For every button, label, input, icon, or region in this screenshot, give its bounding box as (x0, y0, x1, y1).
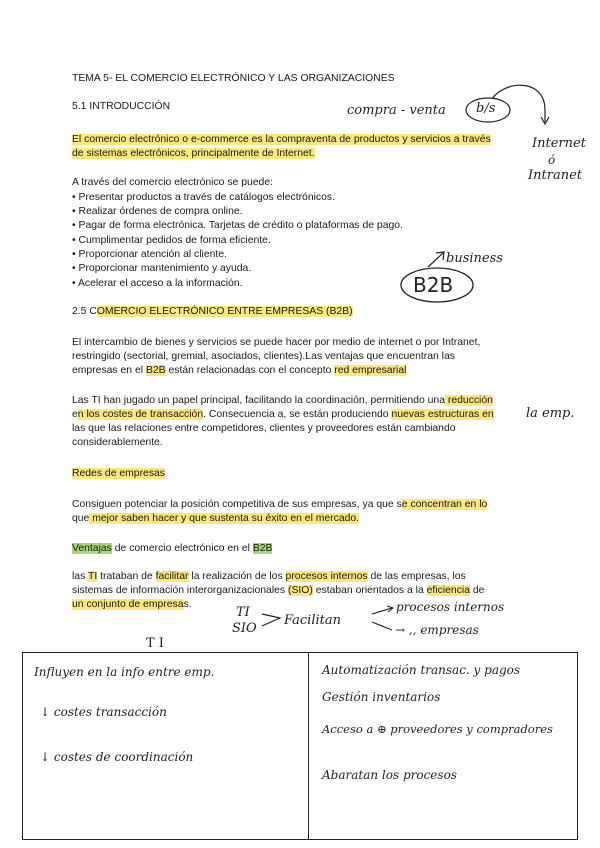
list-item: • Proporcionar atención al cliente. (72, 249, 227, 260)
list-item: • Realizar órdenes de compra online. (72, 206, 243, 217)
paragraph-line: considerablemente. (72, 437, 163, 448)
doc-title: TEMA 5- EL COMERCIO ELECTRÓNICO Y LAS ORGANIZACIONES (72, 73, 395, 84)
note-b2b: B2B (413, 273, 454, 297)
notes-table (22, 652, 578, 840)
table-right-item: Automatización transac. y pagos (322, 663, 521, 677)
table-right-item: Abaratan los procesos (322, 768, 457, 782)
list-intro: A través del comercio electrónico se puede: (72, 177, 273, 188)
list-item: • Proporcionar mantenimiento y ayuda. (72, 263, 252, 274)
note-sio: SIO (232, 621, 257, 636)
section-heading-b2b: 2.5 COMERCIO ELECTRÓNICO ENTRE EMPRESAS (B2B) (72, 306, 353, 317)
paragraph-line: las que las relaciones entre competidores, clientes y proveedores están cambiando (72, 423, 456, 434)
note-o: ó (548, 153, 556, 167)
note-intranet: Intranet (528, 168, 582, 183)
list-item: • Presentar productos a través de catálogos electrónicos. (72, 192, 335, 203)
note-empresas: → ,, empresas (395, 623, 479, 637)
note-business: business (446, 251, 503, 266)
paragraph-line: restringido (sectorial, gremial, asociados, clientes).Las ventajas que encuentran las (72, 351, 455, 362)
paragraph-line: las TI trataban de facilitar la realización de los procesos internos de las empresas, los (72, 571, 466, 582)
paragraph-line: El intercambio de bienes y servicios se puede hacer por medio de internet o por Intranet, (72, 337, 481, 348)
paragraph-line: en los costes de transacción. Consecuencia a, se están produciendo nuevas estructuras en (72, 409, 494, 420)
arrow-empresas (372, 622, 392, 630)
note-ti-top: T I (146, 636, 164, 651)
note-procesos-internos: procesos internos (396, 600, 505, 614)
note-facilitan: Facilitan (284, 613, 341, 628)
list-item: • Pagar de forma electrónica. Tarjetas de crédito o plataformas de pago. (72, 220, 403, 231)
paragraph-line: sistemas de información interorganizacionales (SIO) estaban orientados a la eficiencia de (72, 585, 485, 596)
arrow-to-internet (492, 85, 545, 122)
paragraph-line: que mejor saben hacer y que sustenta su éxito en el mercado. (72, 513, 360, 524)
table-divider (308, 652, 309, 840)
paragraph-line: Consiguen potenciar la posición competitiva de sus empresas, ya que se concentran en lo (72, 499, 488, 510)
note-bs: b/s (476, 101, 496, 116)
table-right-item: Gestión inventarios (322, 690, 441, 704)
table-left-item: ↓ costes transacción (40, 705, 167, 719)
table-left-item: Influyen en la info entre emp. (34, 665, 215, 679)
table-right-item: Acceso a ⊕ proveedores y compradores (322, 722, 553, 736)
paragraph-line: empresas en el B2B están relacionadas con el concepto red empresarial (72, 365, 407, 376)
ventajas-heading: Ventajas de comercio electrónico en el B2B (72, 543, 273, 554)
paragraph-line: un conjunto de empresas. (72, 599, 192, 610)
paragraph-line: Las TI han jugado un papel principal, facilitando la coordinación, permitiendo una reducción (72, 395, 493, 406)
arrow-to-business (428, 253, 443, 267)
brace-ti-sio (262, 614, 280, 626)
list-item: • Cumplimentar pedidos de forma eficiente. (72, 235, 271, 246)
definition-line-2: de sistemas electrónicos, principalmente de Internet. (72, 148, 315, 159)
definition-line-1: El comercio electrónico o e-commerce es la compraventa de productos y servicios a través (72, 134, 491, 145)
note-la-emp: la emp. (526, 406, 575, 421)
note-ti: TI (236, 605, 250, 620)
section-heading-intro: 5.1 INTRODUCCIÓN (72, 101, 171, 112)
table-left-item: ↓ costes de coordinación (40, 750, 194, 764)
list-item: • Acelerar el acceso a la información. (72, 278, 243, 289)
note-compra-venta: compra - venta (347, 103, 446, 118)
redes-heading: Redes de empresas (72, 468, 165, 479)
note-internet: Internet (532, 136, 586, 151)
